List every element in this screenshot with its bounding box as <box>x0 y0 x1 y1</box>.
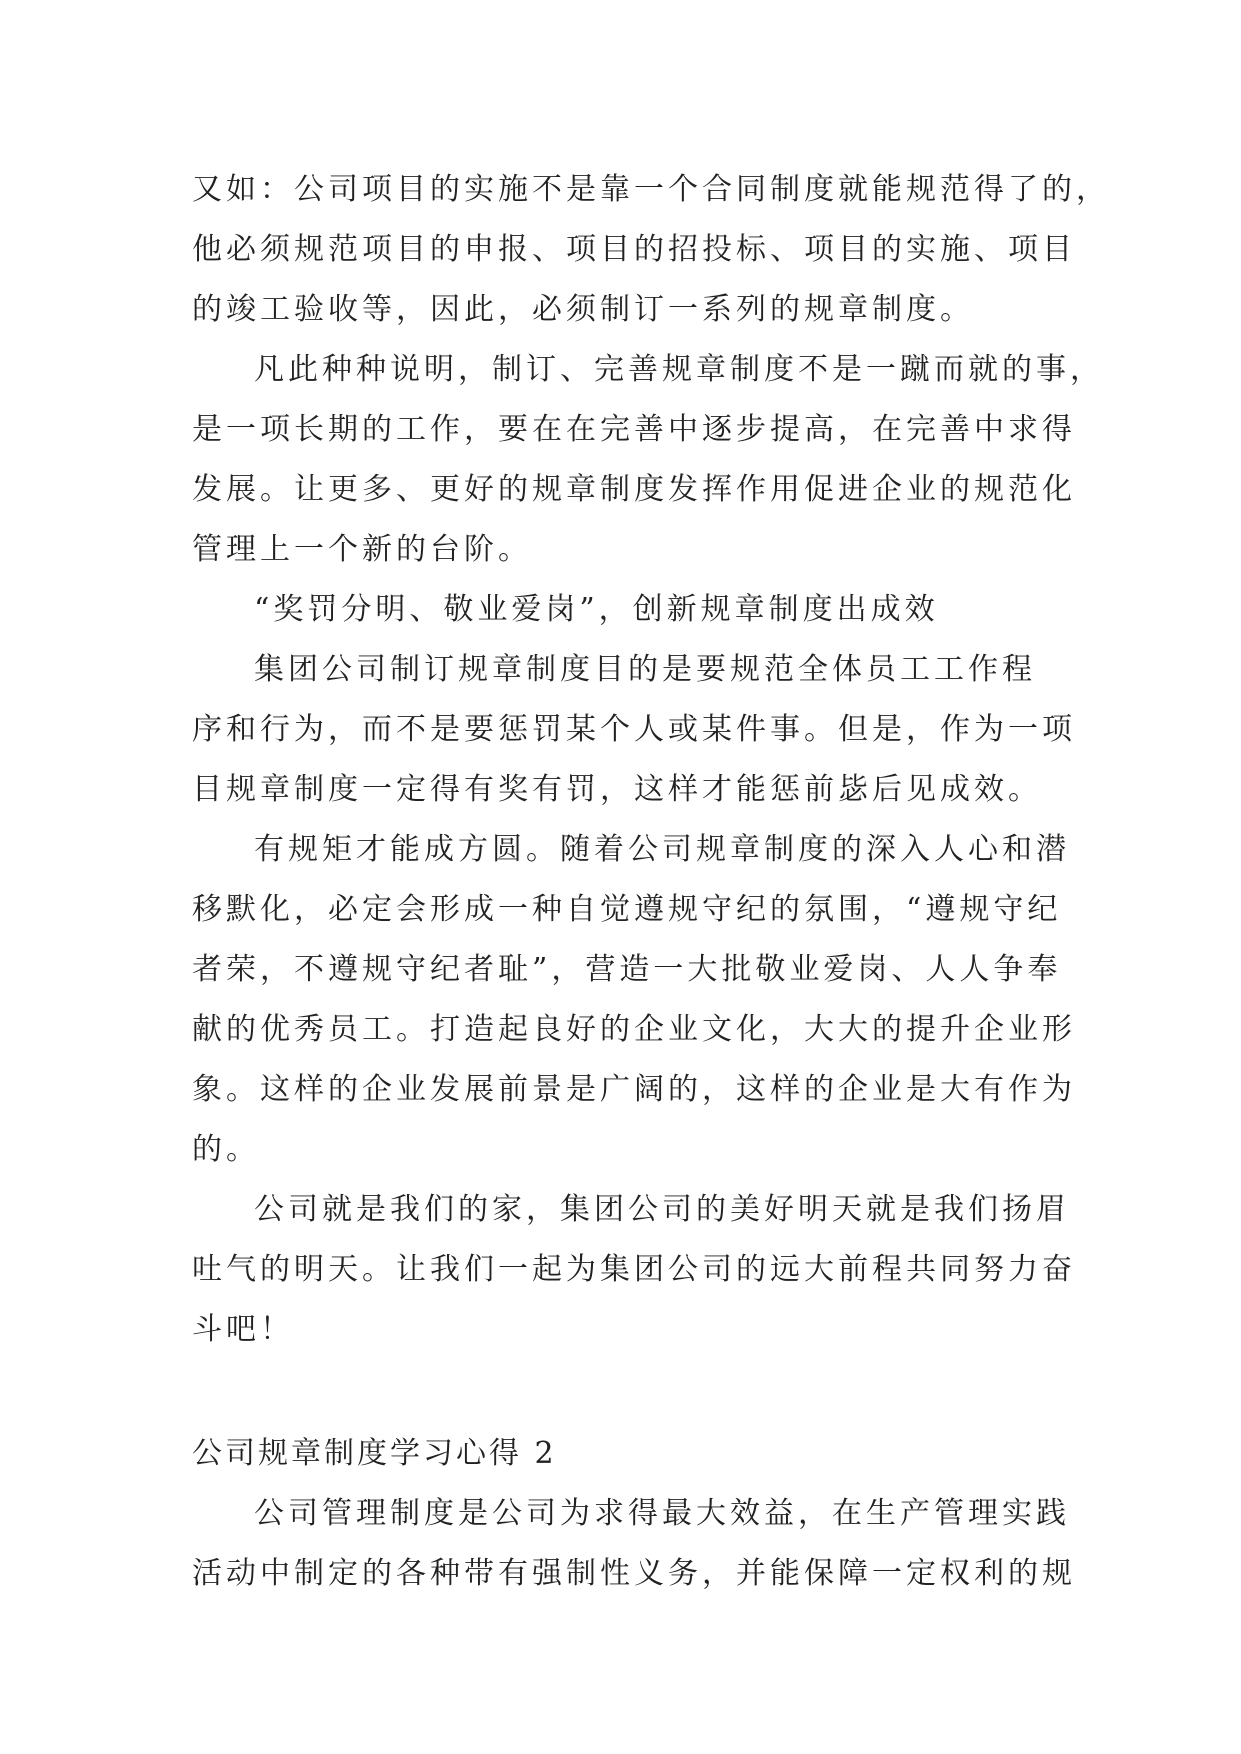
text-line: 献的优秀员工。打造起良好的企业文化，大大的提升企业形 <box>192 1012 1076 1047</box>
text-line: 又如：公司项目的实施不是靠一个合同制度就能规范得了的， <box>192 172 1110 207</box>
text-line: 是一项长期的工作，要在在完善中逐步提高，在完善中求得 <box>192 412 1076 447</box>
text-line: 集团公司制订规章制度目的是要规范全体员工工作程 <box>254 652 1036 687</box>
text-line: 公司就是我们的家，集团公司的美好明天就是我们扬眉 <box>254 1192 1070 1227</box>
paragraph-project-implementation <box>192 160 1110 340</box>
text-line: 斗吧！ <box>192 1312 294 1347</box>
section-spacer <box>192 1360 1092 1424</box>
text-line: 活动中制定的各种带有强制性义务，并能保障一定权利的规 <box>192 1556 1076 1591</box>
text-line: 发展。让更多、更好的规章制度发挥作用促进企业的规范化 <box>192 472 1076 507</box>
text-line: 他必须规范项目的申报、项目的招投标、项目的实施、项目 <box>192 232 1076 267</box>
paragraph-management-system <box>192 1484 1092 1604</box>
text-line: 的。 <box>192 1132 260 1167</box>
paragraph-company-home <box>192 1180 1092 1360</box>
text-line: 象。这样的企业发展前景是广阔的，这样的企业是大有作为 <box>192 1072 1076 1107</box>
text-line: 公司管理制度是公司为求得最大效益，在生产管理实践 <box>254 1496 1070 1531</box>
text-line: 的竣工验收等，因此，必须制订一系列的规章制度。 <box>192 292 974 327</box>
text-line: 移默化，必定会形成一种自觉遵规守纪的氛围，“遵规守纪 <box>192 892 1062 927</box>
text-line: 吐气的明天。让我们一起为集团公司的远大前程共同努力奋 <box>192 1252 1076 1287</box>
paragraph-reward-punishment <box>192 640 1092 820</box>
text-line: 者荣，不遵规守纪者耻”，营造一大批敬业爱岗、人人争奉 <box>192 952 1062 987</box>
paragraph-continuous-improvement <box>192 340 1104 580</box>
subheading-line: “奖罚分明、敬业爱岗”，创新规章制度出成效 <box>254 592 939 627</box>
document-body <box>192 160 1110 1604</box>
text-line: 目规章制度一定得有奖有罚，这样才能惩前毖后见成效。 <box>192 772 1042 807</box>
text-line: 凡此种种说明，制订、完善规章制度不是一蹴而就的事， <box>254 352 1104 387</box>
paragraph-rules-culture <box>192 820 1092 1180</box>
section-title: 公司规章制度学习心得 2 <box>192 1436 557 1471</box>
text-line: 序和行为，而不是要惩罚某个人或某件事。但是，作为一项 <box>192 712 1076 747</box>
paragraph-subheading <box>192 580 1092 640</box>
text-line: 管理上一个新的台阶。 <box>192 532 532 567</box>
text-line: 有规矩才能成方圆。随着公司规章制度的深入人心和潜 <box>254 832 1070 867</box>
